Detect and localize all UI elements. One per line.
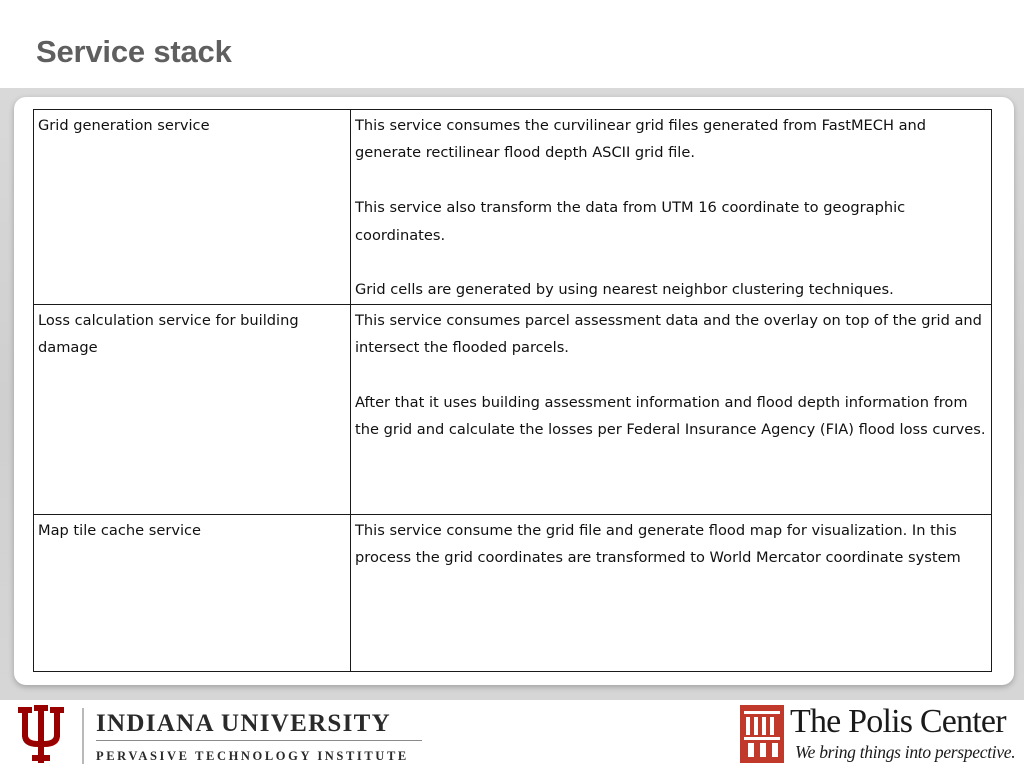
- description-paragraph: Grid cells are generated by using nearest neighbor clustering techniques.: [355, 281, 894, 299]
- service-name: Loss calculation service for building damage: [38, 311, 299, 357]
- service-stack-table: [33, 109, 992, 672]
- description-paragraph: This service consumes parcel assessment data and the overlay on top of the grid and intersect the flooded parcels.: [355, 311, 982, 357]
- description-paragraph: After that it uses building assessment information and flood depth information from the grid and calculate the losses per Federal Insurance Agency (FIA) flood loss curves.: [355, 394, 986, 439]
- footer-divider: [82, 708, 84, 764]
- iu-institute: PERVASIVE TECHNOLOGY INSTITUTE: [96, 749, 409, 763]
- description-paragraph: This service also transform the data from UTM 16 coordinate to geographic coordinates.: [355, 199, 906, 244]
- polis-building-icon: [740, 705, 784, 763]
- description-paragraph: This service consume the grid file and generate flood map for visualization. In this process the grid coordinates are transformed to World Mercator coordinate system: [355, 521, 961, 567]
- table-row: [34, 110, 992, 305]
- service-name-cell: [34, 304, 351, 514]
- iu-underline: [96, 740, 422, 741]
- polis-name: The Polis Center: [790, 703, 1006, 740]
- service-name: Map tile cache service: [38, 521, 202, 539]
- iu-name: INDIANA UNIVERSITY: [96, 710, 391, 737]
- table-row: [34, 304, 992, 514]
- table-row: [34, 514, 992, 671]
- service-name-cell: [34, 514, 351, 671]
- description-paragraph: This service consumes the curvilinear grid files generated from FastMECH and generate rectilinear flood depth ASCII grid file.: [355, 117, 927, 162]
- polis-tagline: We bring things into perspective.: [795, 742, 1016, 762]
- service-name: Grid generation service: [38, 117, 210, 134]
- service-description-cell: [351, 514, 992, 671]
- iu-trident-icon: [18, 705, 64, 763]
- service-description-cell: [351, 304, 992, 514]
- slide-title: Service stack: [36, 34, 232, 69]
- service-name-cell: [34, 110, 351, 305]
- service-description-cell: [351, 110, 992, 305]
